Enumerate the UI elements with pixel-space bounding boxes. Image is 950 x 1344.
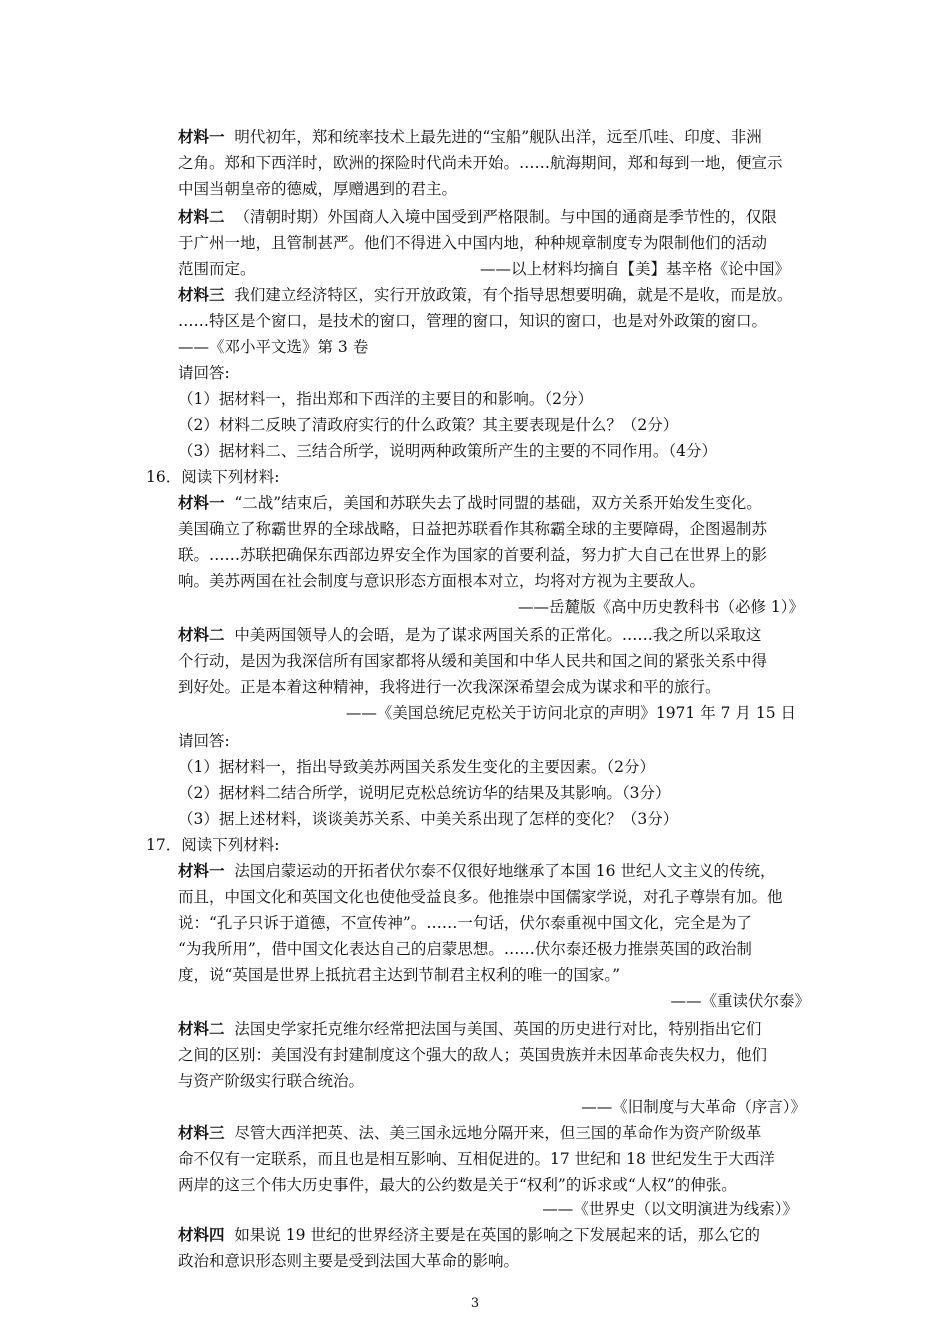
q16-material-2-line-3: 到好处。正是本着这种精神，我将进行一次我深深希望会成为谋求和平的旅行。 xyxy=(178,678,721,696)
q17-material-3-line-2: 命不仅有一定联系，而且也是相互影响、互相促进的。17 世纪和 18 世纪发生于大西洋 xyxy=(178,1150,775,1168)
material-label: 材料二 xyxy=(178,208,225,226)
q15-material-3-source: ——《邓小平文选》第 3 卷 xyxy=(178,338,369,356)
q17-material-2-line-2: 之间的区别：美国没有封建制度这个强大的敌人；英国贵族并未因革命丧失权力，他们 xyxy=(178,1046,768,1064)
material-label: 材料四 xyxy=(178,1226,225,1244)
q17-material-4-line-2: 政治和意识形态则主要是受到法国大革命的影响。 xyxy=(178,1252,520,1270)
text: “二战”结束后，美国和苏联失去了战时同盟的基础，双方关系开始发生变化。 xyxy=(234,494,762,512)
q17-material-1-line-3: 说：“孔子只诉于道德，不宣传神”。……一句话，伏尔泰重视中国文化，完全是为了 xyxy=(178,914,752,932)
text: 法国史学家托克维尔经常把法国与美国、英国的历史进行对比，特别指出它们 xyxy=(234,1020,762,1038)
q17-material-3-line-3: 两岸的这三个伟大历史事件，最大的公约数是关于“权利”的诉求或“人权”的伸张。 xyxy=(178,1176,737,1194)
q15-material-3-line-1 xyxy=(178,282,792,308)
q16-material-1-line-4: 响。美苏两国在社会制度与意识形态方面根本对立，均将对方视为主要敌人。 xyxy=(178,572,706,590)
page-number: 3 xyxy=(470,1296,480,1311)
q15-prompt: 请回答: xyxy=(178,364,230,382)
material-label: 材料三 xyxy=(178,286,225,304)
text: 法国启蒙运动的开拓者伏尔泰不仅很好地继承了本国 16 世纪人文主义的传统， xyxy=(234,862,776,880)
q16-material-2-line-2: 个行动，是因为我深信所有国家都将从缓和美国和中华人民共和国之间的紧张关系中得 xyxy=(178,652,768,670)
text: 明代初年，郑和统率技术上最先进的“宝船”舰队出洋，远至爪哇、印度、非洲 xyxy=(234,128,762,146)
material-label: 材料二 xyxy=(178,626,225,644)
q15-material-1-line-1 xyxy=(178,124,762,150)
material-label: 材料二 xyxy=(178,1020,225,1038)
material-label: 材料一 xyxy=(178,862,225,880)
q15-question-2: （2）材料二反映了清政府实行的什么政策？其主要表现是什么？（2分） xyxy=(178,416,679,434)
q17-material-2-line-1 xyxy=(178,1016,761,1042)
q15-material-3-line-2: ……特区是个窗口，是技术的窗口，管理的窗口，知识的窗口，也是对外政策的窗口。 xyxy=(178,312,768,330)
q16-question-1: （1）据材料一，指出导致美苏两国关系发生变化的主要因素。（2分） xyxy=(178,758,655,776)
text: 我们建立经济特区，实行开放政策，有个指导思想要明确，就是不是收，而是放。 xyxy=(234,286,793,304)
q15-material-2-line-1 xyxy=(178,204,777,230)
q15-material-2-line-3: 范围而定。 xyxy=(178,260,256,278)
q16-prompt: 请回答: xyxy=(178,732,230,750)
q16-material-1-line-3: 联。……苏联把确保东西部边界安全作为国家的首要利益，努力扩大自己在世界上的影 xyxy=(178,546,768,564)
q16-material-2-source: ——《美国总统尼克松关于访问北京的声明》1971 年 7 月 15 日 xyxy=(345,704,796,722)
q15-question-3: （3）据材料二、三结合所学，说明两种政策所产生的主要的不同作用。（4分） xyxy=(178,442,717,460)
q17-material-2-line-3: 与资产阶级实行联合统治。 xyxy=(178,1072,365,1090)
q17-material-2-source: ——《旧制度与大革命（序言）》 xyxy=(581,1098,806,1116)
q16-material-1-line-2: 美国确立了称霸世界的全球战略，日益把苏联看作其称霸全球的主要障碍，企图遏制苏 xyxy=(178,520,768,538)
q17-material-1-line-1 xyxy=(178,858,775,884)
material-label: 材料一 xyxy=(178,494,225,512)
q17-material-3-source: ——《世界史（以文明演进为线索）》 xyxy=(542,1200,798,1218)
material-label: 材料三 xyxy=(178,1124,225,1142)
q16-material-2-line-1 xyxy=(178,622,761,648)
text: 如果说 19 世纪的世界经济主要是在英国的影响之下发展起来的话，那么它的 xyxy=(234,1226,760,1244)
q15-material-2-source: ——以上材料均摘自【美】基辛格《论中国》 xyxy=(479,260,790,278)
q17-material-3-line-1 xyxy=(178,1120,761,1146)
q15-question-1: （1）据材料一，指出郑和下西洋的主要目的和影响。（2分） xyxy=(178,390,593,408)
q16-heading: 16．阅读下列材料: xyxy=(146,468,280,486)
q15-material-2-line-2: 于广州一地，且管制甚严。他们不得进入中国内地，种种规章制度专为限制他们的活动 xyxy=(178,234,768,252)
material-label: 材料一 xyxy=(178,128,225,146)
q17-material-1-line-5: 度，说“英国是世界上抵抗君主达到节制君主权利的唯一的国家。” xyxy=(178,966,621,984)
q16-question-2: （2）据材料二结合所学，说明尼克松总统访华的结果及其影响。（3分） xyxy=(178,784,671,802)
text: 中美两国领导人的会晤，是为了谋求两国关系的正常化。……我之所以采取这 xyxy=(234,626,762,644)
q17-heading: 17．阅读下列材料: xyxy=(146,836,280,854)
q17-material-1-source: ——《重读伏尔泰》 xyxy=(670,992,810,1010)
q17-material-4-line-1 xyxy=(178,1222,760,1248)
text: （清朝时期）外国商人入境中国受到严格限制。与中国的通商是季节性的，仅限 xyxy=(234,208,777,226)
q17-material-1-line-2: 而且，中国文化和英国文化也使他受益良多。他推崇中国儒家学说，对孔子尊崇有加。他 xyxy=(178,888,783,906)
q15-material-1-line-2: 之角。郑和下西洋时，欧洲的探险时代尚未开始。……航海期间，郑和每到一地，便宣示 xyxy=(178,154,783,172)
text: 尽管大西洋把英、法、美三国永远地分隔开来，但三国的革命作为资产阶级革 xyxy=(234,1124,762,1142)
q17-material-1-line-4: “为我所用”，借中国文化表达自己的启蒙思想。……伏尔泰还极力推崇英国的政治制 xyxy=(178,940,752,958)
q15-material-1-line-3: 中国当朝皇帝的德威，厚赠遇到的君主。 xyxy=(178,180,458,198)
q16-material-1-line-1 xyxy=(178,490,762,516)
q16-material-1-source: ——岳麓版《高中历史教科书（必修 1）》 xyxy=(517,598,804,616)
q16-question-3: （3）据上述材料，谈谈美苏关系、中美关系出现了怎样的变化？（3分） xyxy=(178,810,679,828)
